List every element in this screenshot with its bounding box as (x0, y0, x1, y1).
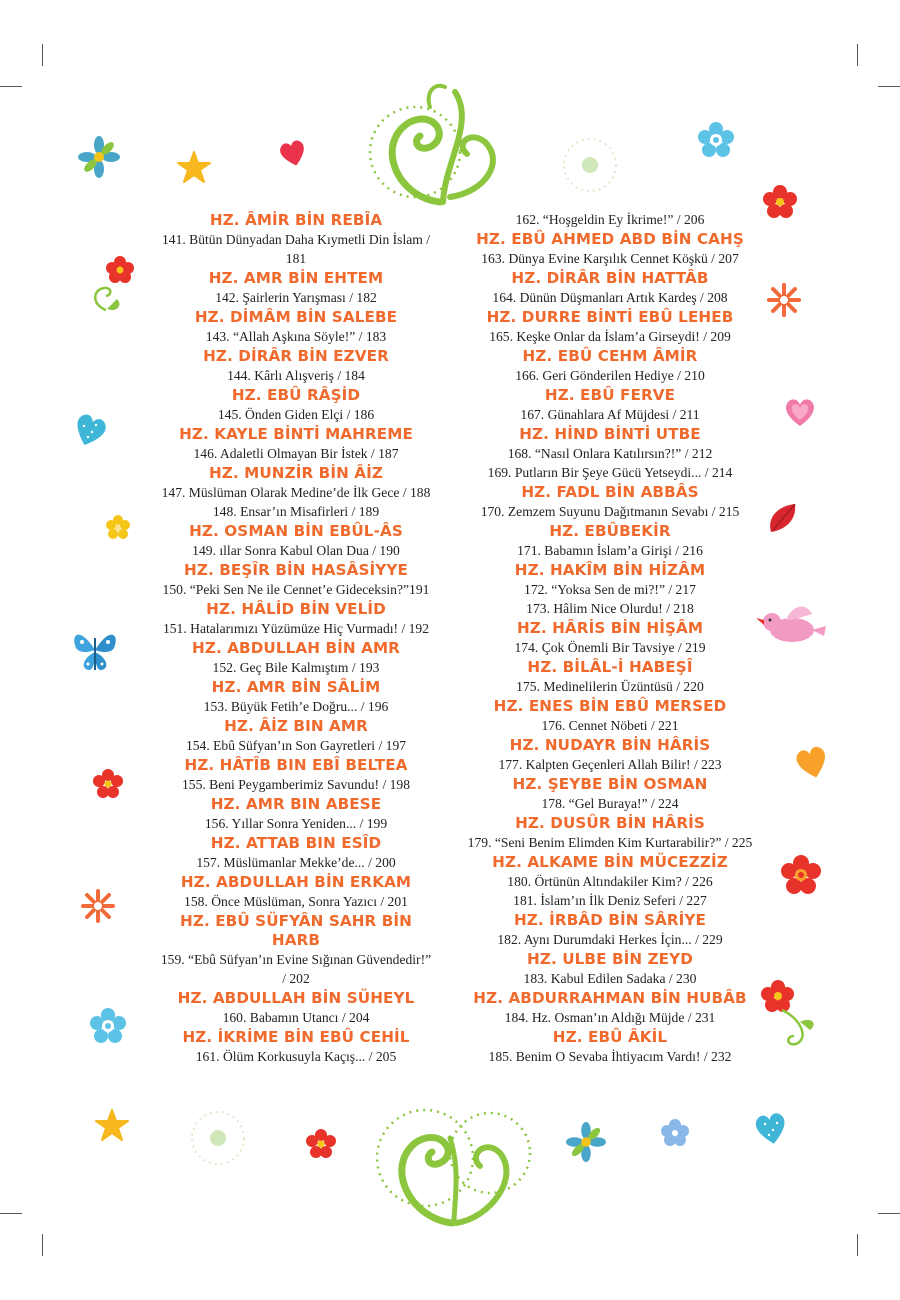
toc-entry: 170. Zemzem Suyunu Dağıtmanın Sevabı / 215 (480, 504, 740, 519)
section-heading: HZ. İRBÂD BİN SÂRİYE (514, 911, 706, 929)
section-heading: HZ. HÂRİS BİN HİŞÂM (516, 619, 704, 637)
crop-mark (878, 1213, 900, 1214)
toc-entry: 155. Beni Peygamberimiz Savundu! / 198 (181, 777, 411, 792)
toc-right-column (465, 210, 755, 1066)
section-heading: HZ. İKRİME BİN EBÛ CEHİL (182, 1028, 410, 1046)
heart-icon (70, 410, 110, 450)
toc-entry: 148. Ensar’ın Misafirleri / 189 (212, 504, 380, 519)
section-heading: HZ. HAKÎM BİN HİZÂM (514, 561, 706, 579)
toc-entry: 182. Aynı Durumdaki Herkes İçin... / 229 (497, 932, 723, 947)
toc-entry: 175. Medinelilerin Üzüntüsü / 220 (516, 679, 704, 694)
toc-entry: 153. Büyük Fetih’e Doğru... / 196 (203, 699, 389, 714)
crop-mark (0, 1213, 22, 1214)
toc-entry: 159. “Ebû Süfyan’ın Evine Sığınan Güvendedir!” / 202 (160, 952, 432, 986)
crop-mark (857, 1234, 858, 1256)
heart-icon (276, 136, 310, 170)
toc-entry: 154. Ebû Süfyan’ın Son Gayretleri / 197 (185, 738, 407, 753)
section-heading: HZ. EBÛ RÂŞİD (231, 386, 361, 404)
section-heading: HZ. NUDAYR BİN HÂRİS (509, 736, 711, 754)
toc-entry: 146. Adaletli Olmayan Bir İstek / 187 (193, 446, 399, 461)
toc-entry: 178. “Gel Buraya!” / 224 (541, 796, 679, 811)
toc-entry: 180. Örtünün Altındakiler Kim? / 226 (507, 874, 713, 889)
crop-mark (42, 1234, 43, 1256)
flower-icon (780, 854, 822, 896)
toc-entry: 173. Hâlim Nice Olurdu! / 218 (526, 601, 694, 616)
swirl-ornament (355, 82, 525, 207)
section-heading: HZ. MUNZİR BİN ÂİZ (208, 464, 384, 482)
heart-icon (792, 742, 832, 782)
section-heading: HZ. AMR BİN SÂLİM (211, 678, 381, 696)
flower-icon (88, 1006, 128, 1046)
section-heading: HZ. BEŞÎR BİN HASÂSİYYE (184, 561, 408, 579)
section-heading: HZ. EBÛ AHMED ABD BİN CAHŞ (476, 230, 744, 248)
swirl-ornament (370, 1098, 540, 1228)
flower-icon (78, 136, 120, 178)
crop-mark (878, 86, 900, 87)
toc-entry: 162. “Hoşgeldin Ey İkrime!” / 206 (515, 212, 705, 227)
section-heading: HZ. FADL BİN ABBÂS (521, 483, 699, 501)
section-heading: HZ. DURRE BİNTİ EBÛ LEHEB (486, 308, 734, 326)
section-heading: HZ. DUSÛR BİN HÂRİS (515, 814, 705, 832)
toc-entry: 151. Hatalarımızı Yüzümüze Hiç Vurmadı! / 192 (162, 621, 430, 636)
section-heading: HZ. HİND BİNTİ UTBE (519, 425, 701, 443)
section-heading: HZ. EBÛ FERVE (544, 386, 676, 404)
flower-icon (80, 888, 116, 924)
flower-icon (760, 978, 826, 1050)
toc-entry: 168. “Nasıl Onlara Katılırsın?!” / 212 (507, 446, 713, 461)
section-heading: HZ. ATTAB BIN ESÎD (210, 834, 382, 852)
toc-entry: 141. Bütün Dünyadan Daha Kıymetli Din İslam / 181 (161, 232, 431, 266)
toc-entry: 160. Babamın Utancı / 204 (222, 1010, 370, 1025)
section-heading: HZ. ULBE BİN ZEYD (527, 950, 693, 968)
crop-mark (0, 86, 22, 87)
flower-icon (762, 184, 798, 220)
section-heading: HZ. KAYLE BİNTİ MAHREME (179, 425, 413, 443)
toc-left-column (160, 210, 432, 1066)
toc-entry: 145. Önden Giden Elçi / 186 (217, 407, 375, 422)
section-heading: HZ. EBÛ SÜFYÂN SAHR BİN HARB (180, 912, 412, 949)
toc-entry: 184. Hz. Osman’ın Aldığı Müjde / 231 (504, 1010, 716, 1025)
flower-icon (92, 768, 124, 800)
toc-entry: 183. Kabul Edilen Sadaka / 230 (523, 971, 697, 986)
section-heading: HZ. HÂLİD BİN VELİD (206, 600, 386, 618)
toc-entry: 150. “Peki Sen Ne ile Cennet’e Gideceksin?”191 (162, 582, 430, 597)
section-heading: HZ. ABDULLAH BİN ERKAM (180, 873, 412, 891)
flower-icon (188, 1108, 248, 1168)
section-heading: HZ. ABDULLAH BİN SÜHEYL (177, 989, 415, 1007)
toc-entry: 167. Günahlara Af Müjdesi / 211 (520, 407, 700, 422)
section-heading: HZ. DİRÂR BİN EZVER (203, 347, 389, 365)
toc-entry: 143. “Allah Aşkına Söyle!” / 183 (205, 329, 387, 344)
toc-entry: 158. Önce Müslüman, Sonra Yazıcı / 201 (184, 894, 408, 909)
toc-entry: 149. ıllar Sonra Kabul Olan Dua / 190 (192, 543, 400, 558)
toc-entry: 171. Babamın İslam’a Girişi / 216 (517, 543, 703, 558)
star-icon (176, 150, 212, 184)
toc-entry: 165. Keşke Onlar da İslam’a Girseydi! / 209 (489, 329, 731, 344)
star-icon (94, 1108, 130, 1142)
section-heading: HZ. DİRÂR BİN HATTÂB (511, 269, 709, 287)
toc-entry: 163. Dünya Evine Karşılık Cennet Köşkü / 207 (481, 251, 739, 266)
flower-icon (696, 120, 736, 160)
section-heading: HZ. DİMÂM BİN SALEBE (194, 308, 398, 326)
section-heading: HZ. EBÛBEKİR (549, 522, 671, 540)
heart-icon (780, 394, 820, 430)
flower-icon (566, 1122, 606, 1162)
flower-icon (82, 250, 142, 320)
section-heading: HZ. ABDULLAH BİN AMR (192, 639, 400, 657)
crop-mark (42, 44, 43, 66)
section-heading: HZ. ÂİZ BIN AMR (224, 717, 368, 735)
section-heading: HZ. HÂTÎB BIN EBÎ BELTEA (184, 756, 408, 774)
section-heading: HZ. ŞEYBE BİN OSMAN (512, 775, 708, 793)
section-heading: HZ. AMR BIN ABESE (210, 795, 382, 813)
flower-icon (766, 282, 802, 318)
toc-entry: 176. Cennet Nöbeti / 221 (541, 718, 679, 733)
section-heading: HZ. ÂMİR BİN REBÎA (209, 211, 383, 229)
section-heading: HZ. AMR BİN EHTEM (208, 269, 384, 287)
toc-entry: 142. Şairlerin Yarışması / 182 (215, 290, 377, 305)
heart-icon (750, 1108, 792, 1148)
toc-entry: 185. Benim O Sevaba İhtiyacım Vardı! / 232 (488, 1049, 732, 1064)
toc-entry: 172. “Yoksa Sen de mi?!” / 217 (524, 582, 696, 597)
toc-entry: 174. Çok Önemli Bir Tavsiye / 219 (514, 640, 706, 655)
toc-entry: 161. Ölüm Korkusuyla Kaçış... / 205 (195, 1049, 397, 1064)
section-heading: HZ. EBÛ ÂKİL (552, 1028, 668, 1046)
toc-entry: 144. Kârlı Alışveriş / 184 (227, 368, 365, 383)
section-heading: HZ. ALKAME BİN MÜCEZZİZ (492, 853, 728, 871)
flower-icon (305, 1128, 337, 1160)
flower-icon (660, 1118, 690, 1148)
flower-icon (104, 514, 132, 542)
section-heading: HZ. OSMAN BİN EBÛL-ÂS (189, 522, 403, 540)
section-heading: HZ. BİLÂL-İ HABEŞÎ (527, 658, 693, 676)
toc-entry: 169. Putların Bir Şeye Gücü Yetseydi... / 214 (487, 465, 733, 480)
toc-entry: 156. Yıllar Sonra Yeniden... / 199 (204, 816, 388, 831)
toc-entry: 177. Kalpten Geçenleri Allah Bilir! / 223 (498, 757, 722, 772)
toc-entry: 164. Dünün Düşmanları Artık Kardeş / 208 (492, 290, 728, 305)
toc-entry: 166. Geri Gönderilen Hediye / 210 (515, 368, 705, 383)
leaf-icon (765, 500, 801, 536)
section-heading: HZ. ABDURRAHMAN BİN HUBÂB (473, 989, 747, 1007)
butterfly-icon (70, 624, 120, 676)
toc-entry: 179. “Seni Benim Elimden Kim Kurtarabilir?” / 225 (467, 835, 753, 850)
toc-entry: 181. İslam’ın İlk Deniz Seferi / 227 (513, 893, 707, 908)
toc-entry: 147. Müslüman Olarak Medine’de İlk Gece / 188 (161, 485, 431, 500)
crop-mark (857, 44, 858, 66)
toc-entry: 157. Müslümanlar Mekke’de... / 200 (196, 855, 396, 870)
section-heading: HZ. ENES BİN EBÛ MERSED (493, 697, 727, 715)
flower-icon (560, 135, 620, 195)
section-heading: HZ. EBÛ CEHM ÂMİR (522, 347, 698, 365)
bird-icon (756, 600, 828, 656)
toc-entry: 152. Geç Bile Kalmıştım / 193 (212, 660, 380, 675)
